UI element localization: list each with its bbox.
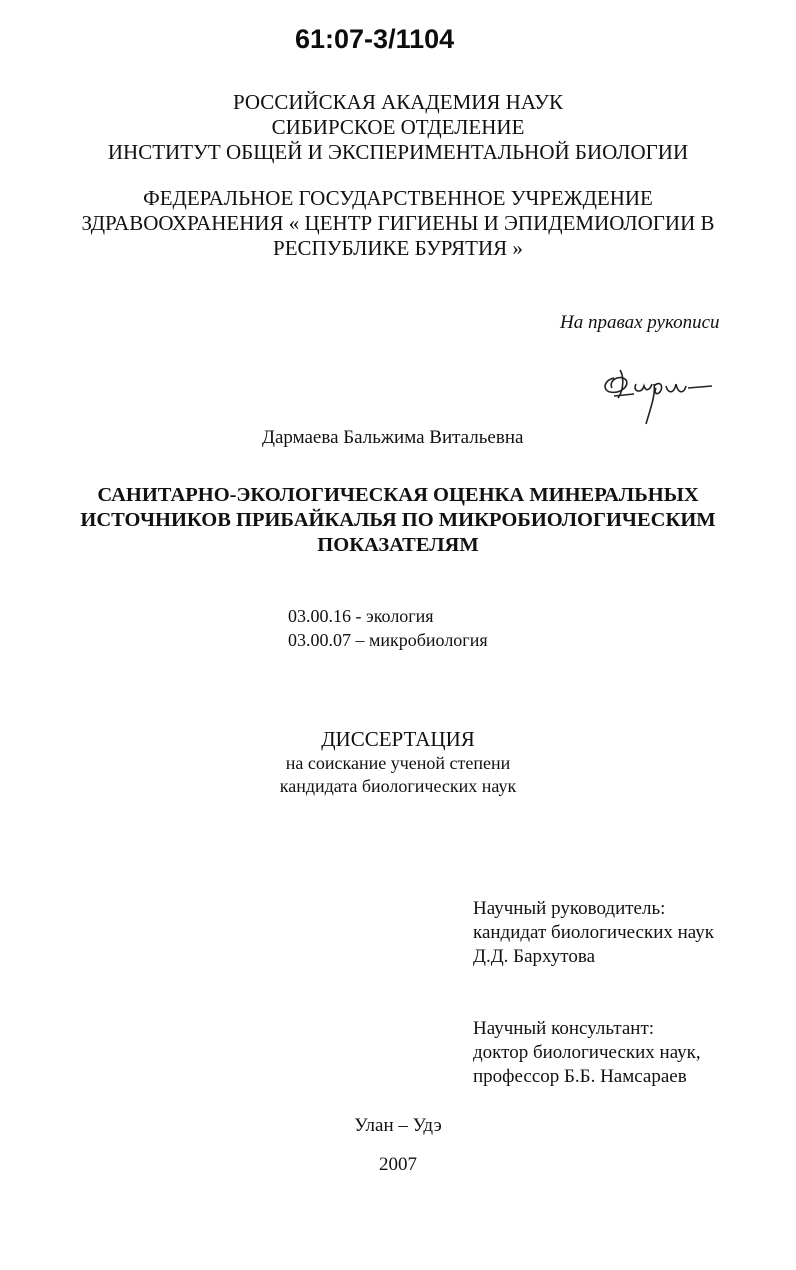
consultant-label: Научный консультант: — [473, 1018, 655, 1039]
specialty-line-1: 03.00.16 - экология — [288, 606, 434, 626]
organization-line-2: СИБИРСКОЕ ОТДЕЛЕНИЕ — [271, 115, 525, 139]
city: Улан – Удэ — [354, 1115, 442, 1136]
supervisor-label: Научный руководитель: — [473, 898, 666, 919]
institution-line-1: ФЕДЕРАЛЬНОЕ ГОСУДАРСТВЕННОЕ УЧРЕЖДЕНИЕ — [143, 186, 653, 210]
specialty-line-2: 03.00.07 – микробиология — [288, 630, 488, 650]
institution-line-3: РЕСПУБЛИКЕ БУРЯТИЯ » — [273, 236, 523, 260]
title-line-1: САНИТАРНО-ЭКОЛОГИЧЕСКАЯ ОЦЕНКА МИНЕРАЛЬНЫХ — [97, 484, 699, 506]
consultant-block — [473, 1017, 701, 1089]
author-name: Дармаева Бальжима Витальевна — [262, 427, 524, 448]
manuscript-note: На правах рукописи — [560, 312, 720, 333]
supervisor-degree: кандидат биологических наук — [473, 922, 714, 943]
degree-line-2: кандидата биологических наук — [279, 776, 517, 796]
organization-line-3: ИНСТИТУТ ОБЩЕЙ И ЭКСПЕРИМЕНТАЛЬНОЙ БИОЛОГИИ — [107, 140, 689, 164]
supervisor-block — [473, 897, 714, 969]
degree-block — [0, 727, 796, 798]
specialty-codes — [288, 604, 488, 652]
dissertation-title — [0, 483, 796, 558]
supervisor-name: Д.Д. Бархутова — [473, 946, 595, 967]
registry-number: 61:07-3/1104 — [295, 24, 455, 54]
year: 2007 — [379, 1154, 417, 1175]
organization-header — [0, 90, 796, 165]
consultant-name: профессор Б.Б. Намсараев — [473, 1066, 687, 1087]
organization-line-1: РОССИЙСКАЯ АКАДЕМИЯ НАУК — [232, 90, 564, 114]
institution-line-2: ЗДРАВООХРАНЕНИЯ « ЦЕНТР ГИГИЕНЫ И ЭПИДЕМИОЛОГИИ В — [81, 211, 715, 235]
degree-title: ДИССЕРТАЦИЯ — [321, 727, 475, 751]
title-line-2: ИСТОЧНИКОВ ПРИБАЙКАЛЬЯ ПО МИКРОБИОЛОГИЧЕСКИМ — [80, 509, 716, 531]
degree-line-1: на соискание ученой степени — [285, 753, 511, 773]
title-line-3: ПОКАЗАТЕЛЯМ — [317, 534, 479, 556]
institution-header — [0, 186, 796, 261]
consultant-degree: доктор биологических наук, — [473, 1042, 701, 1063]
signature — [590, 350, 720, 430]
